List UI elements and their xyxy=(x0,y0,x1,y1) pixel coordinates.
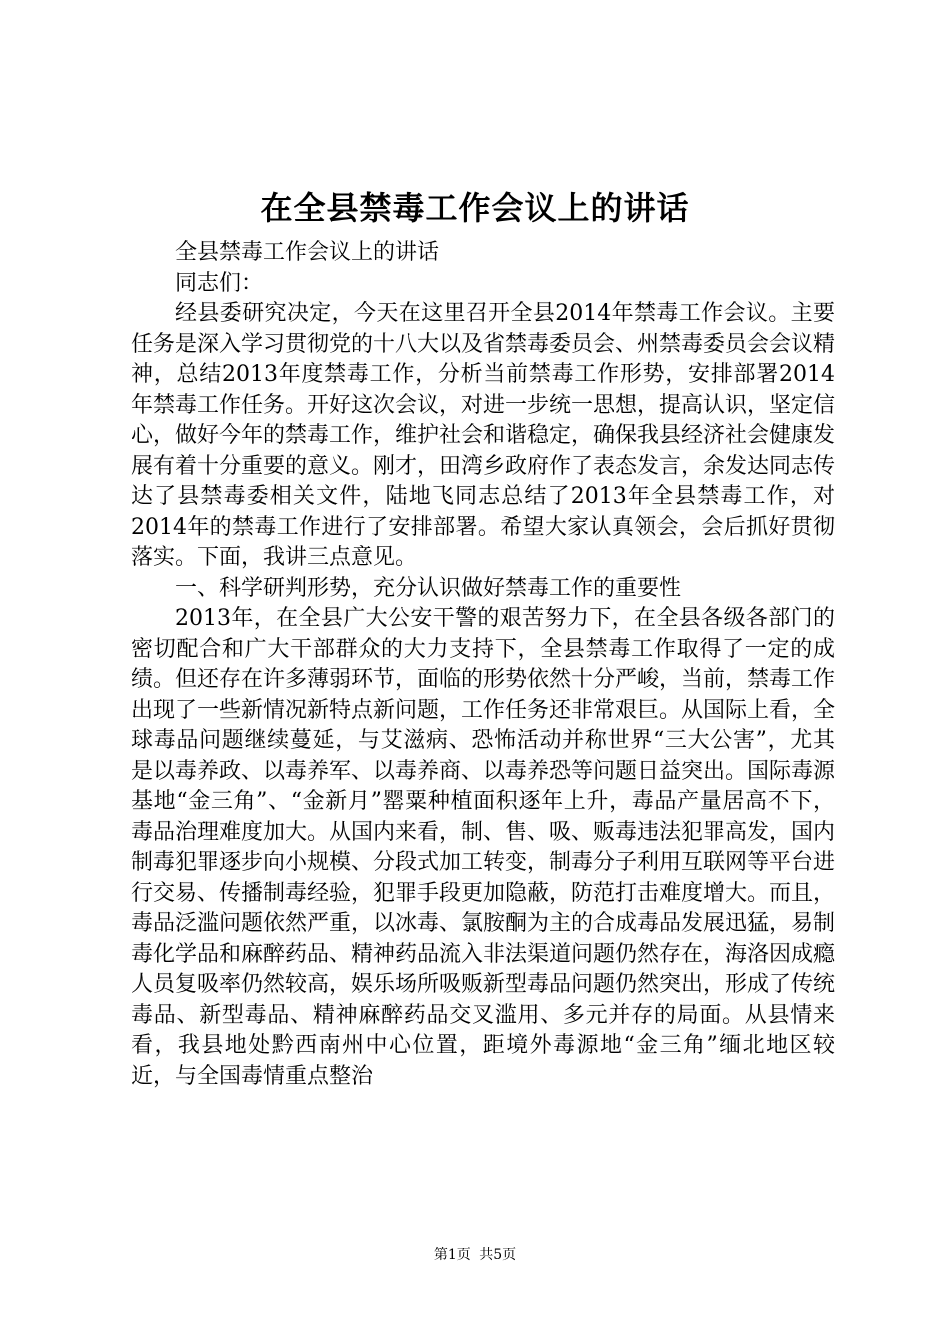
document-title: 在全县禁毒工作会议上的讲话 xyxy=(260,189,690,227)
page-number: 第1页 xyxy=(433,1247,471,1263)
paragraph-salutation: 同志们： xyxy=(175,270,264,296)
paragraph-intro: 经县委研究决定，今天在这里召开全县2014年禁毒工作会议。主要任务是深入学习贯彻党的十八大以及省禁毒委员会、州禁毒委员会会议精神，总结2013年度禁毒工作，分析当前禁毒工作形势，安排部署2014年禁毒工作任务。开好这次会议，对进一步统一思想，提高认识，坚定信心，做好今年的禁毒工作，维护社会和谐稳定，确保我县经济社会健康发展有着十分重要的意义。刚才，田湾乡政府作了表态发言，余发达同志传达了县禁毒委相关文件，陆地飞同志总结了2013年全县禁毒工作，对2014年的禁毒工作进行了安排部署。希望大家认真领会，会后抓好贯彻落实。下面，我讲三点意见。 xyxy=(131,301,836,570)
page-total: 共5页 xyxy=(479,1247,517,1263)
paragraph-situation: 2013年，在全县广大公安干警的艰苦努力下，在全县各级各部门的密切配合和广大干部群众的大力支持下，全县禁毒工作取得了一定的成绩。但还存在许多薄弱环节，面临的形势依然十分严峻，当前，禁毒工作出现了一些新情况新特点新问题，工作任务还非常艰巨。从国际上看，全球毒品问题继续蔓延，与艾滋病、恐怖活动并称世界“三大公害”，尤其是以毒养政、以毒养军、以毒养商、以毒养恐等问题日益突出。国际毒源基地“金三角”、“金新月”罂粟种植面积逐年上升，毒品产量居高不下，毒品治理难度加大。从国内来看，制、售、吸、贩毒违法犯罪高发，国内制毒犯罪逐步向小规模、分段式加工转变，制毒分子利用互联网等平台进行交易、传播制毒经验，犯罪手段更加隐蔽，防范打击难度增大。而且，毒品泛滥问题依然严重，以冰毒、氯胺酮为主的合成毒品发展迅猛，易制毒化学品和麻醉药品、精神药品流入非法渠道问题仍然存在，海洛因成瘾人员复吸率仍然较高，娱乐场所吸贩新型毒品问题仍然突出，形成了传统毒品、新型毒品、精神麻醉药品交叉滥用、多元并存的局面。从县情来看，我县地处黔西南州中心位置，距境外毒源地“金三角”缅北地区较近，与全国毒情重点整治 xyxy=(131,606,836,1089)
section-heading-1: 一、科学研判形势，充分认识做好禁毒工作的重要性 xyxy=(175,575,682,601)
document-body xyxy=(131,238,835,1092)
paragraph-subtitle: 全县禁毒工作会议上的讲话 xyxy=(175,240,440,265)
page-footer xyxy=(0,1245,950,1265)
